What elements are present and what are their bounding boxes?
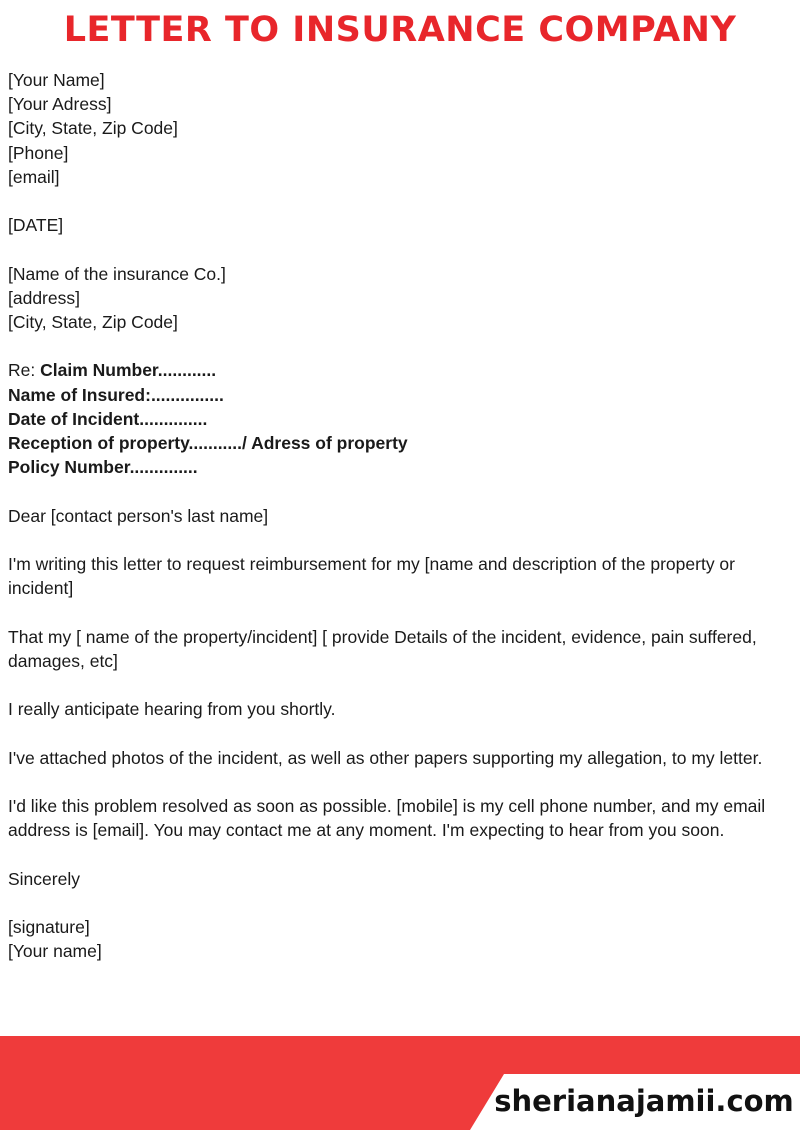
sender-name: [Your Name]	[8, 70, 105, 90]
letter-date: [DATE]	[8, 215, 64, 236]
re-reception-of-property: Reception of property.........../ Adress of property	[8, 433, 408, 453]
sender-phone: [Phone]	[8, 142, 69, 163]
recipient-name: [Name of the insurance Co.]	[8, 263, 226, 284]
recipient-city: [City, State, Zip Code]	[8, 312, 178, 332]
paragraph-attachments: I've attached photos of the incident, as well as other papers supporting my allegation, to my letter.	[8, 747, 763, 768]
paragraph-anticipate: I really anticipate hearing from you shortly.	[8, 699, 336, 720]
paragraph-request: I'm writing this letter to request reimbursement for my [name and description of the property or incident]	[8, 553, 735, 599]
footer-website: sherianajamii.com	[494, 1084, 794, 1118]
signer-name: [Your name]	[8, 941, 102, 962]
closing: Sincerely	[8, 868, 80, 889]
paragraph-contact: I'd like this problem resolved as soon as possible. [mobile] is my cell phone number, and my email address is [email]. You may contact me at any moment. I'm expecting to hear from you soon.	[8, 795, 766, 841]
sender-email: [email]	[8, 166, 60, 187]
letter-body	[8, 68, 794, 963]
re-name-of-insured: Name of Insured:...............	[8, 384, 224, 405]
sender-address: [Your Adress]	[8, 94, 112, 115]
re-prefix: Re:	[8, 360, 41, 381]
signature: [signature]	[8, 916, 90, 937]
re-policy-number: Policy Number..............	[8, 457, 198, 478]
paragraph-details: That my [ name of the property/incident] [ provide Details of the incident, evidence, pain suffered, damages, etc]	[8, 626, 757, 671]
re-claim-line	[8, 358, 794, 382]
sender-city: [City, State, Zip Code]	[8, 118, 178, 139]
re-date-of-incident: Date of Incident..............	[8, 408, 208, 429]
salutation: Dear [contact person's last name]	[8, 505, 269, 526]
document-title: LETTER TO INSURANCE COMPANY	[63, 10, 737, 50]
recipient-address: [address]	[8, 287, 80, 308]
re-claim-number: Claim Number............	[40, 360, 217, 381]
